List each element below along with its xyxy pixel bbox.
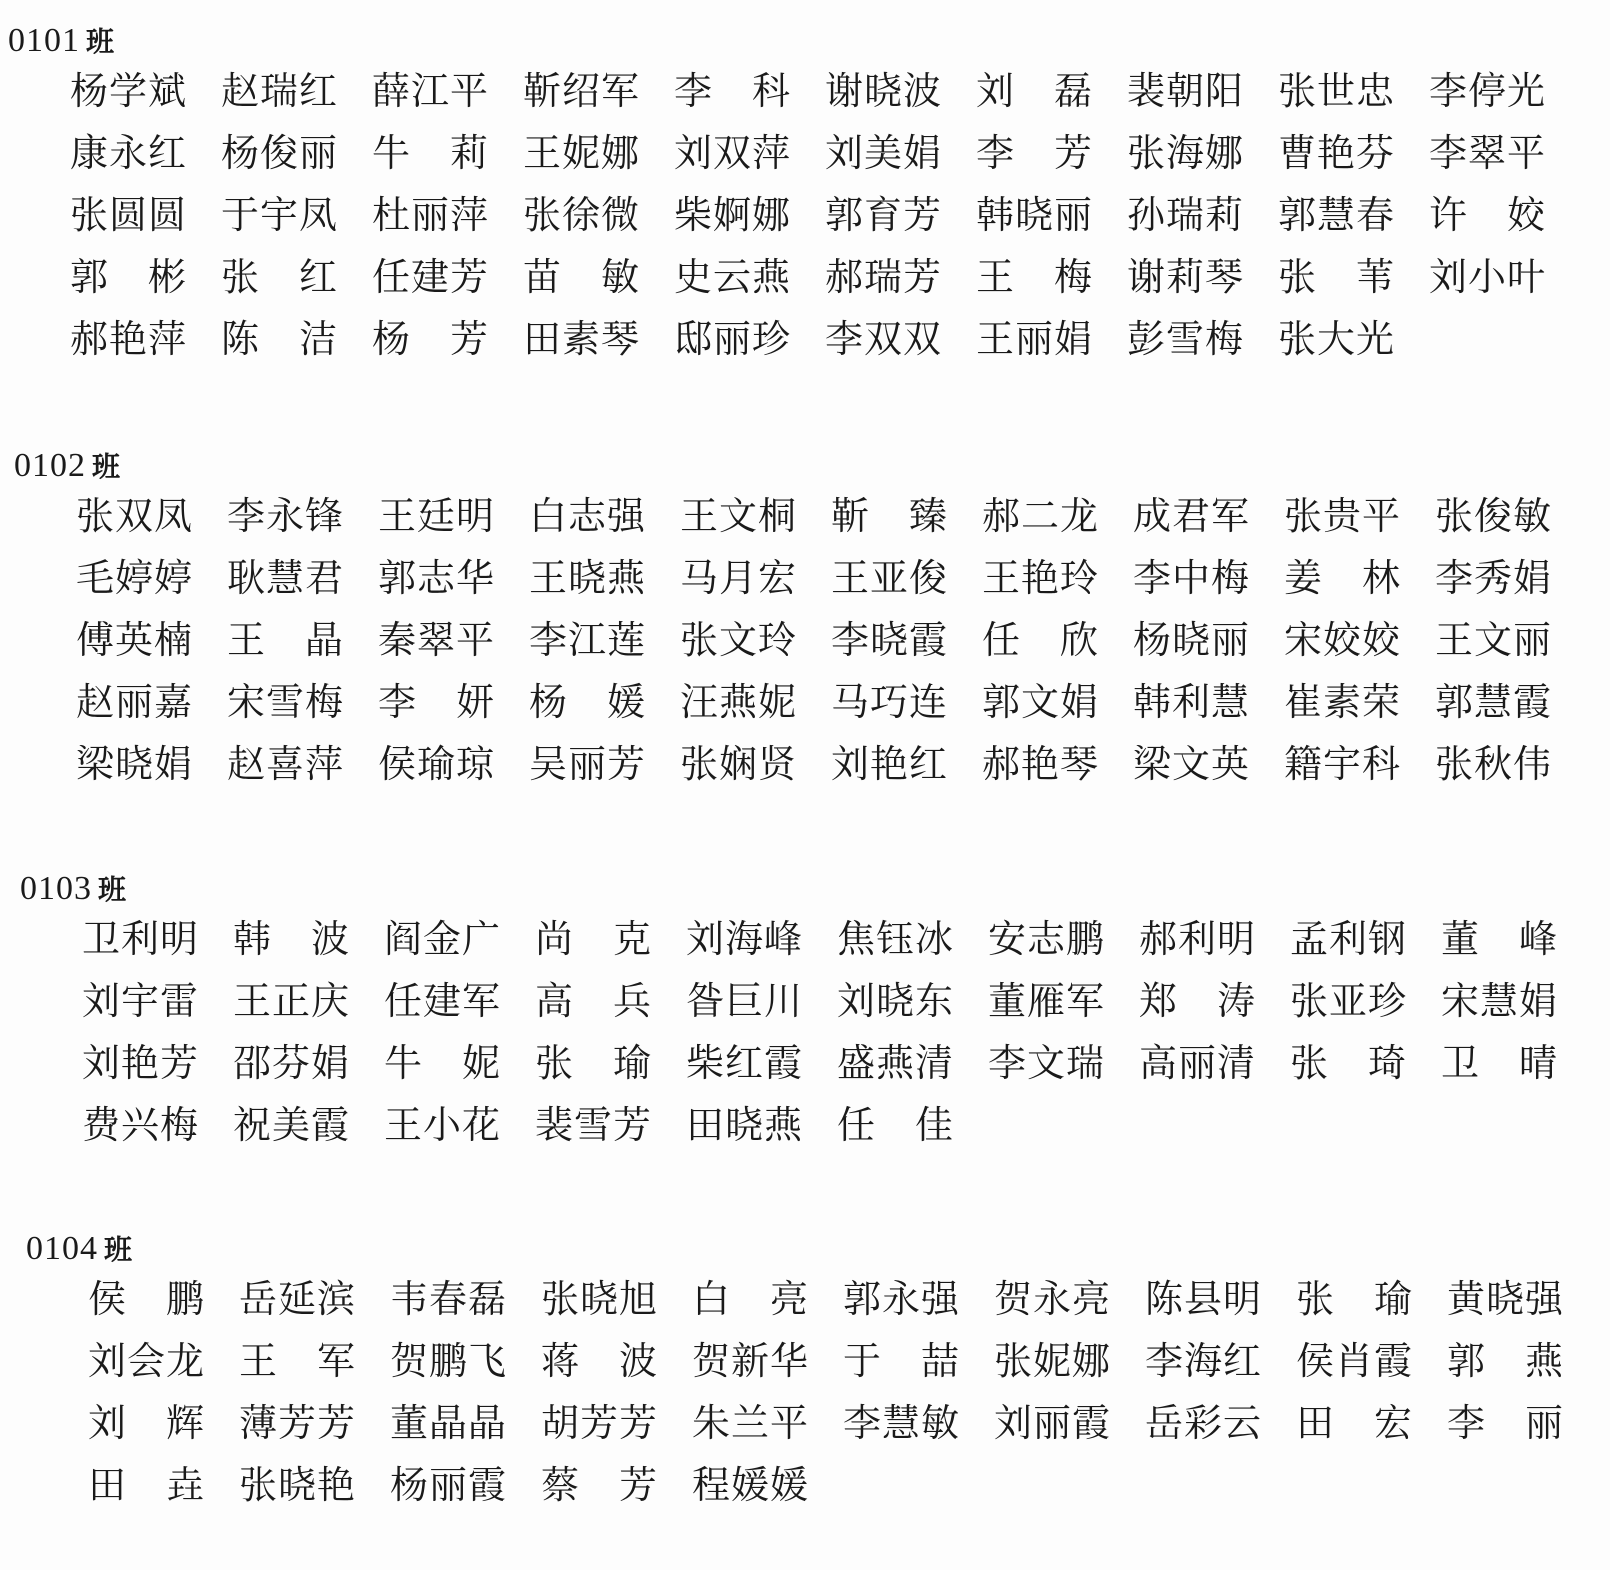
student-name: 刘晓东 (837, 979, 955, 1023)
student-name: 程媛媛 (692, 1463, 810, 1507)
student-name: 张 瑜 (535, 1041, 653, 1085)
student-name: 宋雪梅 (227, 680, 345, 724)
student-name: 王小花 (384, 1103, 502, 1147)
student-name: 盛燕清 (837, 1041, 955, 1085)
student-name: 刘 辉 (88, 1401, 206, 1445)
student-name: 贺新华 (692, 1339, 810, 1383)
student-name: 刘艳芳 (82, 1041, 200, 1085)
student-name: 杨 芳 (372, 317, 490, 361)
student-name: 张双凤 (76, 494, 194, 538)
student-name: 李 妍 (378, 680, 496, 724)
student-name: 柴婀娜 (674, 193, 792, 237)
student-name: 李永锋 (227, 494, 345, 538)
student-name: 赵瑞红 (221, 69, 339, 113)
student-name: 费兴梅 (82, 1103, 200, 1147)
student-name: 苗 敏 (523, 255, 641, 299)
student-name: 康永红 (70, 131, 188, 175)
student-name: 祝美霞 (233, 1103, 351, 1147)
student-name: 刘美娟 (825, 131, 943, 175)
student-name: 裴雪芳 (535, 1103, 653, 1147)
student-name: 李停光 (1429, 69, 1547, 113)
student-name: 黄晓强 (1447, 1277, 1565, 1321)
student-name: 郭志华 (378, 556, 496, 600)
student-name: 于宇凤 (221, 193, 339, 237)
student-name: 谢晓波 (825, 69, 943, 113)
student-name: 贺永亮 (994, 1277, 1112, 1321)
student-name: 岳彩云 (1145, 1401, 1263, 1445)
student-name: 毛婷婷 (76, 556, 194, 600)
student-name: 张妮娜 (994, 1339, 1112, 1383)
student-name: 任 佳 (837, 1103, 955, 1147)
student-name: 朱兰平 (692, 1401, 810, 1445)
student-name: 杨俊丽 (221, 131, 339, 175)
student-name: 李翠平 (1429, 131, 1547, 175)
student-name: 侯 鹏 (88, 1277, 206, 1321)
student-name: 安志鹏 (988, 917, 1106, 961)
class-code: 0101 (8, 22, 80, 59)
student-name: 阎金广 (384, 917, 502, 961)
student-name: 任建芳 (372, 255, 490, 299)
student-name: 张晓旭 (541, 1277, 659, 1321)
student-name: 郝二龙 (982, 494, 1100, 538)
student-name: 崔素荣 (1284, 680, 1402, 724)
student-name: 王文桐 (680, 494, 798, 538)
student-name: 李晓霞 (831, 618, 949, 662)
student-name: 李 科 (674, 69, 792, 113)
student-name: 孙瑞莉 (1127, 193, 1245, 237)
student-name: 白志强 (529, 494, 647, 538)
student-name: 董 峰 (1441, 917, 1559, 961)
student-name: 王 军 (239, 1339, 357, 1383)
class-label: 班 (98, 873, 128, 906)
student-name: 董晶晶 (390, 1401, 508, 1445)
student-name: 李江莲 (529, 618, 647, 662)
student-name: 郑 涛 (1139, 979, 1257, 1023)
student-name-grid (76, 485, 1586, 795)
student-name: 宋姣姣 (1284, 618, 1402, 662)
student-name: 于 喆 (843, 1339, 961, 1383)
student-name: 裴朝阳 (1127, 69, 1245, 113)
student-name: 刘双萍 (674, 131, 792, 175)
student-name: 郭慧霞 (1435, 680, 1553, 724)
student-name: 卫 晴 (1441, 1041, 1559, 1085)
student-name: 杨 媛 (529, 680, 647, 724)
student-name: 马巧连 (831, 680, 949, 724)
student-name: 韩利慧 (1133, 680, 1251, 724)
student-name: 邵芬娟 (233, 1041, 351, 1085)
student-name: 郝艳琴 (982, 742, 1100, 786)
student-name: 成君军 (1133, 494, 1251, 538)
student-name: 张亚珍 (1290, 979, 1408, 1023)
student-name: 王文丽 (1435, 618, 1553, 662)
student-name: 郭 彬 (70, 255, 188, 299)
student-name: 许 姣 (1429, 193, 1547, 237)
student-name-grid (88, 1268, 1598, 1516)
student-name: 郝瑞芳 (825, 255, 943, 299)
student-name: 史云燕 (674, 255, 792, 299)
student-name: 张圆圆 (70, 193, 188, 237)
student-name: 张文玲 (680, 618, 798, 662)
class-heading (26, 1228, 133, 1268)
student-name: 王 梅 (976, 255, 1094, 299)
student-name: 赵喜萍 (227, 742, 345, 786)
student-name: 张 红 (221, 255, 339, 299)
student-name: 郭育芳 (825, 193, 943, 237)
student-name: 李海红 (1145, 1339, 1263, 1383)
student-name: 陈县明 (1145, 1277, 1263, 1321)
student-name: 张大光 (1278, 317, 1396, 361)
student-name: 高丽清 (1139, 1041, 1257, 1085)
student-name: 任 欣 (982, 618, 1100, 662)
class-code: 0103 (20, 870, 92, 907)
student-name: 梁晓娟 (76, 742, 194, 786)
student-name: 李文瑞 (988, 1041, 1106, 1085)
student-name: 王艳玲 (982, 556, 1100, 600)
student-name: 薄芳芳 (239, 1401, 357, 1445)
student-name: 李双双 (825, 317, 943, 361)
student-name: 焦钰冰 (837, 917, 955, 961)
student-name: 李 芳 (976, 131, 1094, 175)
student-name: 梁文英 (1133, 742, 1251, 786)
student-name: 张 苇 (1278, 255, 1396, 299)
student-name: 侯肖霞 (1296, 1339, 1414, 1383)
student-name: 秦翠平 (378, 618, 496, 662)
student-name: 郭 燕 (1447, 1339, 1565, 1383)
student-name: 杨学斌 (70, 69, 188, 113)
student-name: 耿慧君 (227, 556, 345, 600)
student-name: 王晓燕 (529, 556, 647, 600)
student-name: 岳延滨 (239, 1277, 357, 1321)
student-name: 张晓艳 (239, 1463, 357, 1507)
student-name: 郭永强 (843, 1277, 961, 1321)
student-name: 赵丽嘉 (76, 680, 194, 724)
student-name: 田素琴 (523, 317, 641, 361)
student-name: 王丽娟 (976, 317, 1094, 361)
student-name: 傅英楠 (76, 618, 194, 662)
student-name: 王亚俊 (831, 556, 949, 600)
class-label: 班 (104, 1233, 134, 1266)
student-name: 张 瑜 (1296, 1277, 1414, 1321)
student-name: 郝利明 (1139, 917, 1257, 961)
student-name: 任建军 (384, 979, 502, 1023)
student-name: 张俊敏 (1435, 494, 1553, 538)
student-name: 蔡 芳 (541, 1463, 659, 1507)
student-name: 蒋 波 (541, 1339, 659, 1383)
student-name: 董雁军 (988, 979, 1106, 1023)
student-name: 姜 林 (1284, 556, 1402, 600)
student-name: 李秀娟 (1435, 556, 1553, 600)
student-name: 靳绍军 (523, 69, 641, 113)
student-name: 王正庆 (233, 979, 351, 1023)
student-name: 郭文娟 (982, 680, 1100, 724)
student-name: 宋慧娟 (1441, 979, 1559, 1023)
student-name: 张秋伟 (1435, 742, 1553, 786)
student-name: 张世忠 (1278, 69, 1396, 113)
student-name: 牛 妮 (384, 1041, 502, 1085)
student-name: 昝巨川 (686, 979, 804, 1023)
student-name: 邸丽珍 (674, 317, 792, 361)
student-name: 杜丽萍 (372, 193, 490, 237)
student-name: 郝艳萍 (70, 317, 188, 361)
student-name: 彭雪梅 (1127, 317, 1245, 361)
student-name: 曹艳芬 (1278, 131, 1396, 175)
class-code: 0102 (14, 447, 86, 484)
student-name: 田晓燕 (686, 1103, 804, 1147)
student-name: 韦春磊 (390, 1277, 508, 1321)
student-name: 孟利钢 (1290, 917, 1408, 961)
student-name: 刘丽霞 (994, 1401, 1112, 1445)
student-name: 杨丽霞 (390, 1463, 508, 1507)
student-name: 陈 洁 (221, 317, 339, 361)
student-name: 王 晶 (227, 618, 345, 662)
student-name: 汪燕妮 (680, 680, 798, 724)
student-name: 贺鹏飞 (390, 1339, 508, 1383)
class-label: 班 (86, 25, 116, 58)
student-name-grid (82, 908, 1592, 1156)
class-heading (14, 445, 121, 485)
class-heading (8, 20, 115, 60)
student-name: 刘宇雷 (82, 979, 200, 1023)
student-name: 杨晓丽 (1133, 618, 1251, 662)
student-name: 吴丽芳 (529, 742, 647, 786)
student-name: 刘会龙 (88, 1339, 206, 1383)
student-name: 高 兵 (535, 979, 653, 1023)
student-name: 韩晓丽 (976, 193, 1094, 237)
student-name: 王妮娜 (523, 131, 641, 175)
class-heading (20, 868, 127, 908)
student-name: 刘小叶 (1429, 255, 1547, 299)
student-name: 薛江平 (372, 69, 490, 113)
student-name: 王廷明 (378, 494, 496, 538)
student-name: 田 垚 (88, 1463, 206, 1507)
student-name: 刘 磊 (976, 69, 1094, 113)
student-name: 张 琦 (1290, 1041, 1408, 1085)
student-name: 郭慧春 (1278, 193, 1396, 237)
student-name-grid (70, 60, 1580, 370)
class-label: 班 (92, 450, 122, 483)
student-name: 张海娜 (1127, 131, 1245, 175)
student-name: 张娴贤 (680, 742, 798, 786)
student-name: 谢莉琴 (1127, 255, 1245, 299)
student-name: 李慧敏 (843, 1401, 961, 1445)
class-code: 0104 (26, 1230, 98, 1267)
student-name: 刘海峰 (686, 917, 804, 961)
student-name: 田 宏 (1296, 1401, 1414, 1445)
student-name: 牛 莉 (372, 131, 490, 175)
student-name: 侯瑜琼 (378, 742, 496, 786)
student-name: 白 亮 (692, 1277, 810, 1321)
student-name: 刘艳红 (831, 742, 949, 786)
student-name: 李 丽 (1447, 1401, 1565, 1445)
student-name: 卫利明 (82, 917, 200, 961)
student-name: 籍宇科 (1284, 742, 1402, 786)
student-name: 张贵平 (1284, 494, 1402, 538)
student-name: 靳 臻 (831, 494, 949, 538)
student-name: 韩 波 (233, 917, 351, 961)
student-name: 柴红霞 (686, 1041, 804, 1085)
student-name: 马月宏 (680, 556, 798, 600)
student-name: 胡芳芳 (541, 1401, 659, 1445)
student-name: 李中梅 (1133, 556, 1251, 600)
student-name: 尚 克 (535, 917, 653, 961)
student-name: 张徐微 (523, 193, 641, 237)
